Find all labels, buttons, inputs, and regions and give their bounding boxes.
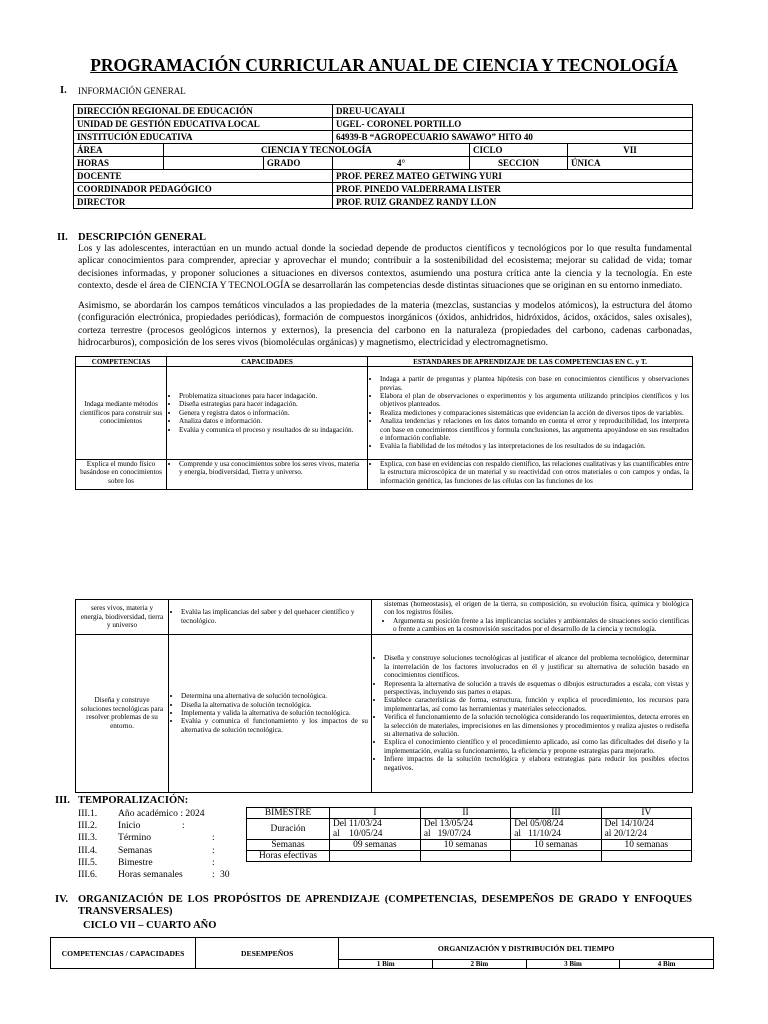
estandar-item: • Establece características de forma, estructura, función y explica el procedimiento, los recursos para implementarlas, así como las herramientas y materiales seleccionados. — [384, 696, 689, 713]
competencia-explica-cont: seres vivos, materia y energía, biodiversidad, tierra y universo — [76, 600, 169, 635]
capacidad-item: • Evalúa y comunica el funcionamiento y los impactos de su alternativa de solución tecnológica. — [181, 717, 368, 734]
coordinador-value: PROF. PINEDO VALDERRAMA LISTER — [333, 183, 693, 196]
grado-label: GRADO — [263, 157, 332, 170]
header-desempenos: DESEMPEÑOS — [196, 938, 339, 969]
grado-value: 4° — [333, 157, 470, 170]
header-capacidades: CAPACIDADES — [167, 357, 368, 367]
estandares-explica — [368, 460, 693, 490]
estandar-item: • Realiza mediciones y comparaciones sistemáticas que evidencian la acción de diversos tipos de variables. — [380, 409, 689, 417]
duracion-1: Del 11/03/24 al 10/05/24 — [330, 819, 421, 840]
bim-2: II — [420, 808, 510, 819]
header-bim-1: 1 Bim — [339, 960, 433, 969]
bimester-table — [246, 807, 692, 862]
horas-efectivas-3 — [511, 851, 601, 862]
organization-table — [50, 937, 714, 969]
header-competencias: COMPETENCIAS — [76, 357, 167, 367]
bim-1: I — [330, 808, 421, 819]
semanas-4: 10 semanas — [601, 840, 691, 851]
coordinador-label: COORDINADOR PEDAGÓGICO — [74, 183, 333, 196]
estandar-item: • Explica, con base en evidencias con respaldo científico, las relaciones cualitativas y las cuantificables entre la estructura microscópica de un material y su reactividad con otros materiales o con campos y ondas, la información genética, las funciones de las células con las funciones de los — [380, 460, 689, 485]
section-4-number: IV. — [55, 894, 68, 905]
horas-efectivas-label: Horas efectivas — [247, 851, 330, 862]
area-value: CIENCIA Y TECNOLOGÍA — [163, 144, 469, 157]
estandar-item: • Analiza tendencias y relaciones en los datos tomando en cuenta el error y reproducibilidad, los interpreta con base en conocimientos científicos y formula conclusiones, las argumenta apoyándose en sus resultados e información confiable. — [380, 417, 689, 442]
section-3-title: TEMPORALIZACIÓN: — [78, 795, 189, 806]
temp-item: III.6. Horas semanales : 30 — [78, 868, 230, 880]
estandares-indaga — [368, 367, 693, 460]
capacidades-explica — [167, 460, 368, 490]
capacidad-item: • Problematiza situaciones para hacer indagación. — [179, 392, 364, 400]
section-1-number: I. — [60, 85, 67, 96]
seccion-value: ÚNICA — [568, 157, 693, 170]
estandares-disena — [372, 634, 693, 792]
header-organizacion: ORGANIZACIÓN Y DISTRIBUCIÓN DEL TIEMPO — [339, 938, 714, 960]
ugel-value: UGEL- CORONEL PORTILLO — [333, 118, 693, 131]
estandares-explica-cont — [372, 600, 693, 635]
estandar-item: • Indaga a partir de preguntas y plantea hipótesis con base en conocimientos científicos y observaciones previas. — [380, 375, 689, 392]
temp-item: III.5. Bimestre : — [78, 856, 215, 868]
estandar-item: • Representa la alternativa de solución a través de esquemas o dibujos estructurados a escala, con vistas y perspectivas, incluyendo sus partes o etapas. — [384, 680, 689, 697]
horas-efectivas-4 — [601, 851, 691, 862]
header-bim-4: 4 Bim — [620, 960, 714, 969]
director-label: DIRECTOR — [74, 196, 333, 209]
header-competencias-capacidades: COMPETENCIAS / CAPACIDADES — [51, 938, 196, 969]
estandar-item: • Evalúa la fiabilidad de los métodos y las interpretaciones de los resultados de su indagación. — [380, 442, 689, 450]
header-bim-2: 2 Bim — [433, 960, 527, 969]
duracion-3: Del 05/08/24 al 11/10/24 — [511, 819, 601, 840]
area-label: ÁREA — [74, 144, 164, 157]
horas-efectivas-2 — [420, 851, 510, 862]
section-2-title: DESCRIPCIÓN GENERAL — [78, 232, 207, 243]
director-value: PROF. RUIZ GRANDEZ RANDY LLON — [333, 196, 693, 209]
temp-item: III.4. Semanas : — [78, 844, 215, 856]
ciclo-value: VII — [568, 144, 693, 157]
dre-label: DIRECCIÓN REGIONAL DE EDUCACIÓN — [74, 105, 333, 118]
semanas-2: 10 semanas — [420, 840, 510, 851]
competencies-table-continued — [75, 599, 693, 793]
capacidades-disena — [169, 634, 372, 792]
docente-value: PROF. PEREZ MATEO GETWING YURI — [333, 170, 693, 183]
horas-value — [163, 157, 263, 170]
estandar-item: • Elabora el plan de observaciones o experimentos y los argumenta utilizando principios científicos y los objetivos planteados. — [380, 392, 689, 409]
temp-item: III.1. Año académico : 2024 — [78, 808, 205, 819]
temp-item: III.3. Término : — [78, 832, 215, 844]
section-2-number: II. — [57, 232, 68, 243]
docente-label: DOCENTE — [74, 170, 333, 183]
dre-value: DREU-UCAYALI — [333, 105, 693, 118]
capacidades-indaga — [167, 367, 368, 460]
temp-item: III.2. Inicio : — [78, 820, 185, 832]
document-title: PROGRAMACIÓN CURRICULAR ANUAL DE CIENCIA Y TECNOLOGÍA — [90, 55, 678, 75]
capacidad-item: • Implementa y valida la alternativa de solución tecnológica. — [181, 709, 368, 717]
semanas-3: 10 semanas — [511, 840, 601, 851]
competencies-table — [75, 356, 693, 490]
ugel-label: UNIDAD DE GESTIÓN EDUCATIVA LOCAL — [74, 118, 333, 131]
capacidad-item: • Genera y registra datos o información. — [179, 409, 364, 417]
bimestre-label: BIMESTRE — [247, 808, 330, 819]
seccion-label: SECCION — [470, 157, 568, 170]
capacidad-item: • Diseña la alternativa de solución tecnológica. — [181, 701, 368, 709]
section-3-number: III. — [55, 795, 70, 806]
estandar-item: • Argumenta su posición frente a las implicancias sociales y ambientales de situaciones socio científicas o frente a cambios en la cosmovisión suscitados por el desarrollo de la ciencia y tecnología. — [393, 617, 689, 634]
header-bim-3: 3 Bim — [526, 960, 620, 969]
section-1-title: INFORMACIÓN GENERAL — [78, 86, 186, 96]
capacidad-item: • Determina una alternativa de solución tecnológica. — [181, 692, 368, 700]
duracion-2: Del 13/05/24 al 19/07/24 — [420, 819, 510, 840]
estandar-item: • Infiere impactos de la solución tecnológica y elabora estrategias para reducir los posibles efectos negativos. — [384, 755, 689, 772]
competencia-disena: Diseña y construye soluciones tecnológicas para resolver problemas de su entorno. — [76, 634, 169, 792]
duracion-label: Duración — [247, 819, 330, 840]
semanas-1: 09 semanas — [330, 840, 421, 851]
description-paragraph-2: Asimismo, se abordarán los campos temáticos vinculados a las propiedades de la materia (mezclas, sustancias y modelos atómicos), la estructura del átomo (configuración electrónica, propiedades periódicas), formación de compuestos inorgánicos (óxidos, anhidridos, hidróxidos, ácidos, oxácidos, sales oxisales), corteza terrestre (procesos geológicos internos y externos), la presencia del carbono en la naturaleza (propiedades del carbono, cadenas carbonadas, hidrocarburos), composición de los seres vivos (biomoléculas orgánicas) y magnetismo, electricidad y electromagnetismo. — [78, 300, 692, 348]
estandar-continuation: sistemas (homeostasis), el origen de la tierra, su composición, su evolución física, química y biológica con los registros fósiles. — [384, 600, 689, 617]
horas-label: HORAS — [74, 157, 164, 170]
ciclo-subtitle: CICLO VII – CUARTO AÑO — [83, 920, 217, 931]
capacidad-item: • Evalúa y comunica el proceso y resultados de su indagación. — [179, 426, 364, 434]
duracion-4: Del 14/10/24 al 20/12/24 — [601, 819, 691, 840]
estandar-item: • Diseña y construye soluciones tecnológicas al justificar el alcance del problema tecnológico, determinar la interrelación de los factores involucrados en él y justificar su alternativa de solución basado en conocimientos científicos. — [384, 654, 689, 679]
ie-label: INSTITUCIÓN EDUCATIVA — [74, 131, 333, 144]
estandar-item: • Verifica el funcionamiento de la solución tecnológica considerando los requerimientos, detecta errores en la selección de materiales, imprecisiones en las dimensiones y procedimientos y realiza ajustes o rediseña su alternativa de solución. — [384, 713, 689, 738]
description-paragraph-1: Los y las adolescentes, interactúan en un mundo actual donde la sociedad depende de productos científicos y tecnológicos por lo que resulta fundamental aplicar conocimientos para comprender, apreciar y aprovechar el mundo; contribuir a la sostenibilidad del ecosistema; mejorar su calidad de vida; tomar decisiones informadas, y proponer soluciones a situaciones en diversos contextos, asumiendo una postura crítica ante la ciencia y la tecnología. En este contexto, desde el área de CIENCIA Y TECNOLOGÍA se desarrollarán las competencias desde distintas situaciones que se originan en su entorno inmediato. — [78, 243, 692, 291]
capacidad-item: • Analiza datos e información. — [179, 417, 364, 425]
horas-efectivas-1 — [330, 851, 421, 862]
competencia-explica: Explica el mundo físico basándose en conocimientos sobre los — [76, 460, 167, 490]
bim-4: IV — [601, 808, 691, 819]
capacidades-explica-cont — [169, 600, 372, 635]
capacidad-item: • Comprende y usa conocimientos sobre los seres vivos, materia y energía, biodiversidad, Tierra y universo. — [179, 460, 364, 477]
section-4-title: ORGANIZACIÓN DE LOS PROPÓSITOS DE APRENDIZAJE (COMPETENCIAS, DESEMPEÑOS DE GRADO Y ENFOQUES TRANSVERSALES) — [78, 894, 692, 917]
semanas-label: Semanas — [247, 840, 330, 851]
capacidad-item: • Diseña estrategias para hacer indagación. — [179, 400, 364, 408]
capacidad-item: • Evalúa las implicancias del saber y del quehacer científico y tecnológico. — [181, 608, 368, 625]
header-estandares: ESTANDARES DE APRENDIZAJE DE LAS COMPETENCIAS EN C. y T. — [368, 357, 693, 367]
general-info-table — [73, 104, 693, 209]
estandar-item: • Explica el conocimiento científico y el procedimiento aplicado, así como las dificultades del diseño y la implementación, evalúa su funcionamiento, la eficiencia y propone estrategias para mejorarlo. — [384, 738, 689, 755]
temporalizacion-list — [78, 808, 248, 881]
ciclo-label: CICLO — [470, 144, 568, 157]
bim-3: III — [511, 808, 601, 819]
competencia-indaga: Indaga mediante métodos científicos para construir sus conocimientos — [76, 367, 167, 460]
ie-value: 64939-B “AGROPECUARIO SAWAWO” HITO 40 — [333, 131, 693, 144]
